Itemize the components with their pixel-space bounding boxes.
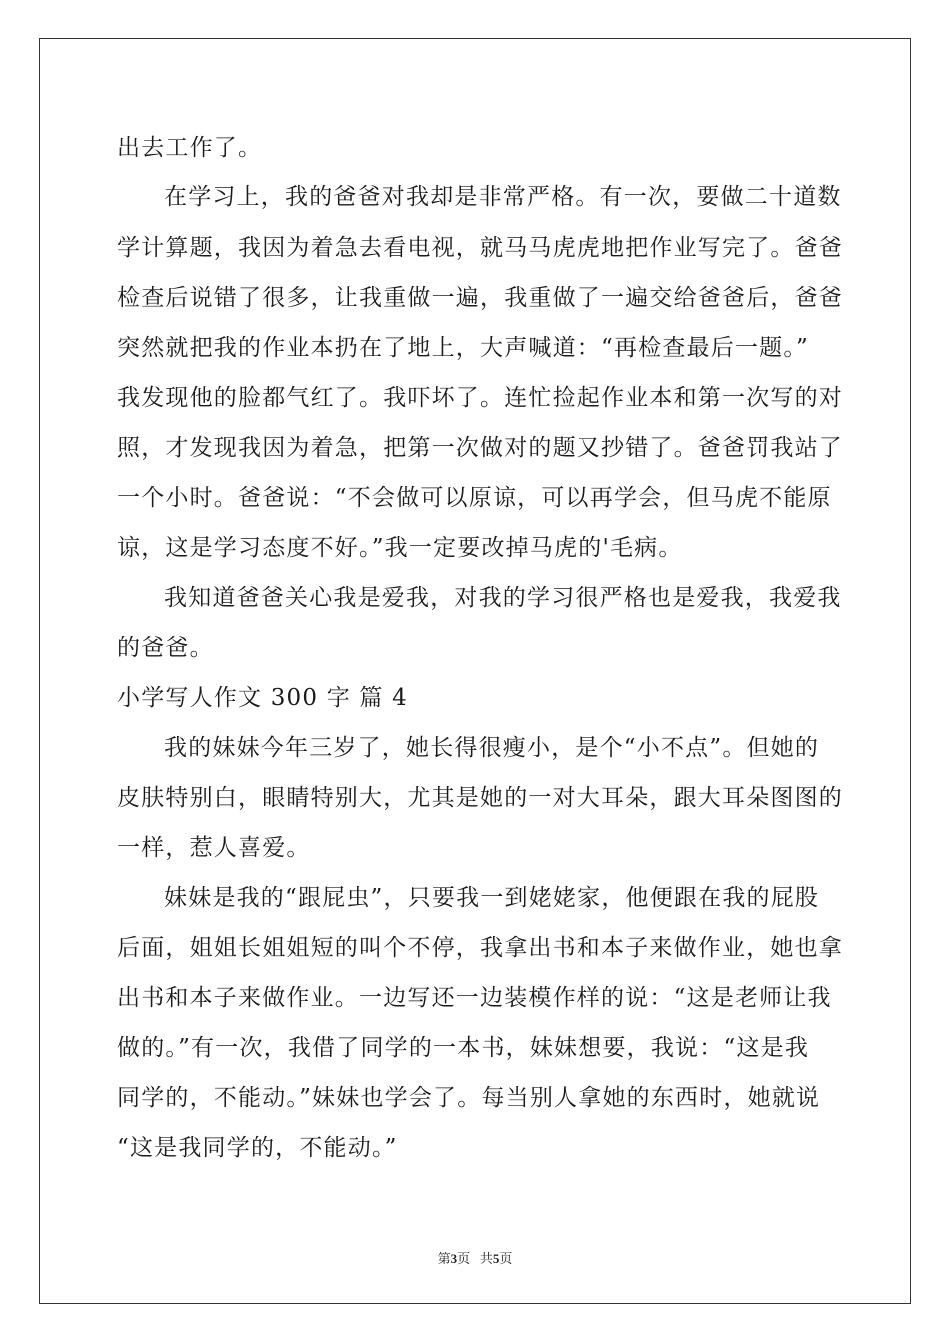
text-line: 的爸爸。 — [117, 635, 214, 661]
page-border — [39, 38, 911, 1304]
text-line: 后面，姐姐长姐姐短的叫个不停，我拿出书和本子来做作业，她也拿 — [117, 935, 843, 961]
page-label-suffix: 页 — [457, 1251, 471, 1266]
text-line: 照，才发现我因为着急，把第一次做对的题又抄错了。爸爸罚我站了 — [117, 435, 843, 461]
text-line: 同学的，不能动。”妹妹也学会了。每当别人拿她的东西时，她就说 — [117, 1085, 821, 1111]
text-line: 我发现他的脸都气红了。我吓坏了。连忙捡起作业本和第一次写的对 — [117, 385, 843, 411]
text-line: 学计算题，我因为着急去看电视，就马马虎虎地把作业写完了。爸爸 — [117, 235, 843, 261]
text-line: 做的。”有一次，我借了同学的一本书，妹妹想要，我说：“这是我 — [117, 1035, 810, 1061]
text-line: 一个小时。爸爸说：“不会做可以原谅，可以再学会，但马虎不能原 — [117, 485, 832, 511]
paragraph-start: 妹妹是我的“跟屁虫”，只要我一到姥姥家，他便跟在我的屁股 — [164, 885, 820, 911]
total-label-prefix: 共 — [479, 1251, 493, 1266]
page-label-prefix: 第 — [437, 1251, 451, 1266]
total-page-count: 5 — [492, 1251, 500, 1266]
paragraph-start: 在学习上，我的爸爸对我却是非常严格。有一次，要做二十道数 — [164, 184, 842, 210]
section-heading: 小学写人作文 300 字 篇 4 — [117, 685, 408, 711]
page-footer — [0, 1248, 950, 1267]
text-line: 突然就把我的作业本扔在了地上，大声喊道：“再检查最后一题。” — [117, 335, 810, 361]
text-line: 一样，惹人喜爱。 — [117, 835, 311, 861]
text-line: 皮肤特别白，眼睛特别大，尤其是她的一对大耳朵，跟大耳朵图图的 — [117, 785, 843, 811]
text-line: 出去工作了。 — [117, 135, 263, 161]
text-line: 谅，这是学习态度不好。”我一定要改掉马虎的'毛病。 — [117, 535, 683, 561]
text-line: “这是我同学的，不能动。” — [117, 1135, 398, 1161]
text-line: 出书和本子来做作业。一边写还一边装模作样的说：“这是老师让我 — [117, 985, 832, 1011]
current-page-number: 3 — [450, 1251, 458, 1266]
paragraph-start: 我知道爸爸关心我是爱我，对我的学习很严格也是爱我，我爱我 — [164, 585, 842, 611]
paragraph-start: 我的妹妹今年三岁了，她长得很瘦小，是个“小不点”。但她的 — [164, 735, 820, 761]
total-label-suffix: 页 — [499, 1251, 513, 1266]
text-line: 检查后说错了很多，让我重做一遍，我重做了一遍交给爸爸后，爸爸 — [117, 285, 843, 311]
